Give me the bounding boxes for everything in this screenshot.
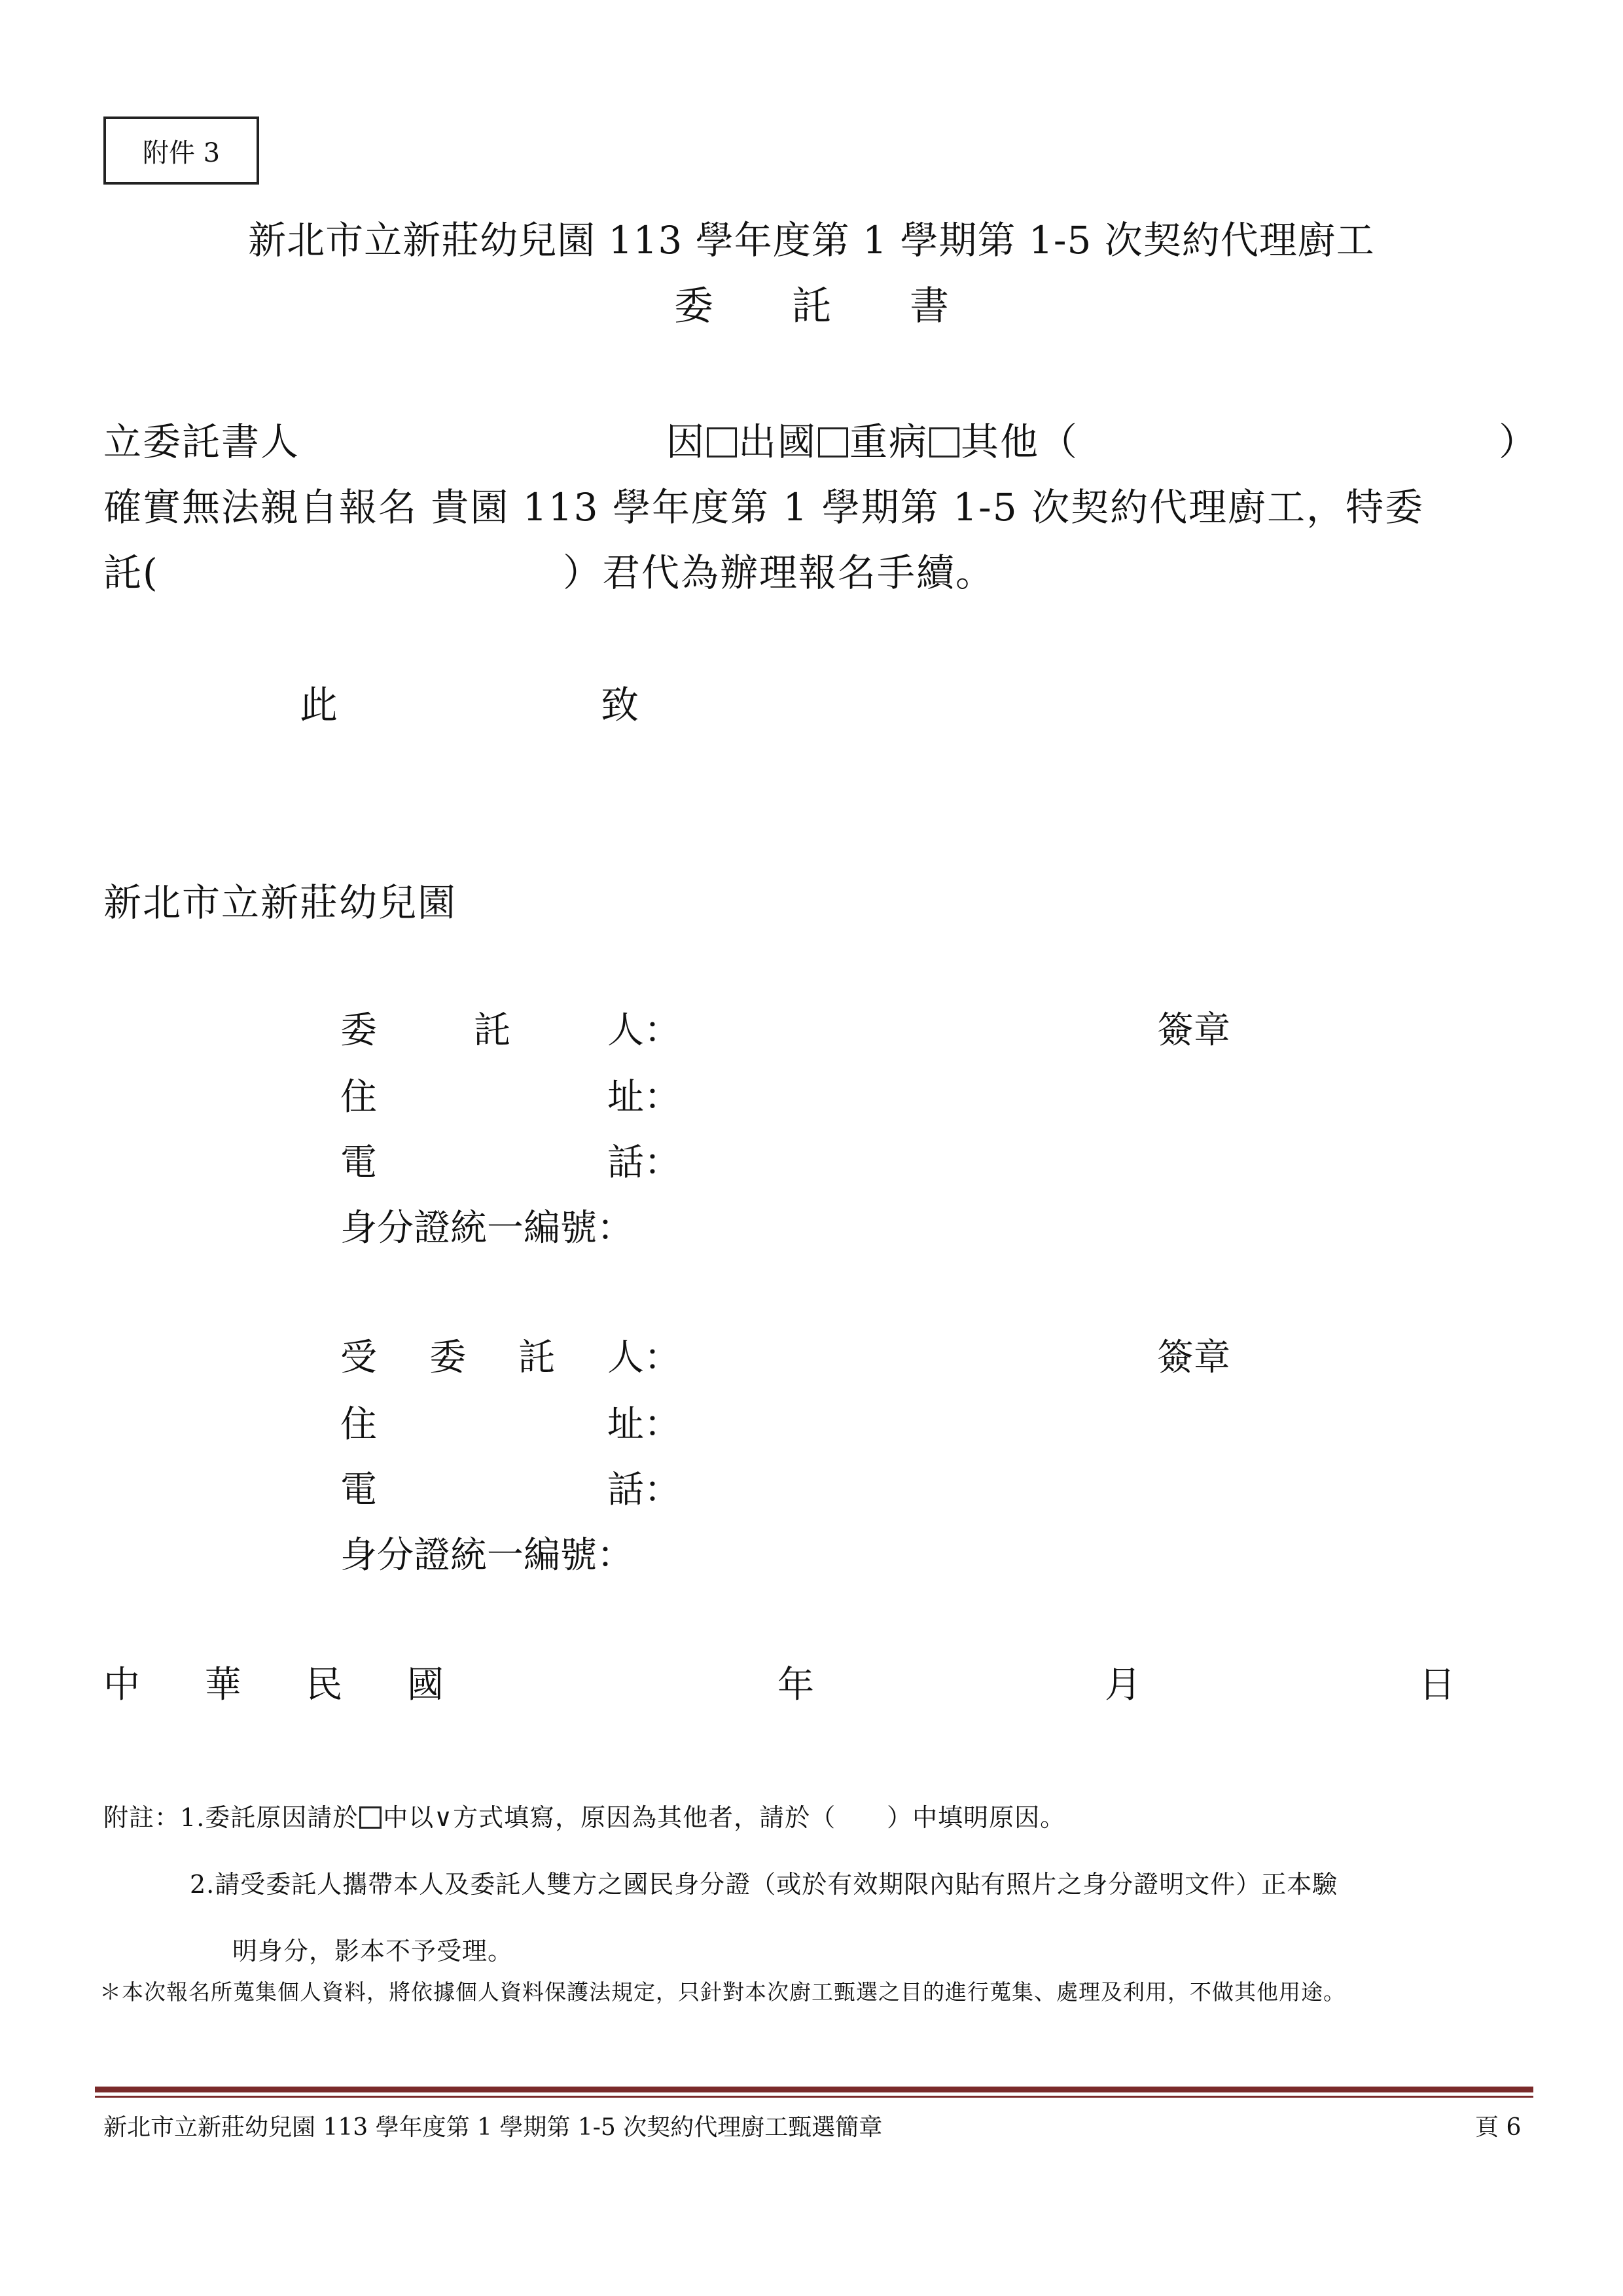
paragraph-line-3-end: ）君代為辦理報名手續。: [563, 550, 995, 595]
note-1: [103, 1797, 1065, 1833]
note-prefix: 附註：: [103, 1803, 181, 1832]
recipient: 新北市立新莊幼兒園: [103, 880, 457, 925]
principal-signature-label: 簽章: [1157, 1009, 1230, 1052]
agent-name-open: 託(: [103, 550, 159, 595]
subtitle-char: 託: [792, 283, 831, 329]
option-abroad-label: 出國: [738, 420, 817, 464]
footer-text: 新北市立新莊幼兒園 113 學年度第 1 學期第 1-5 次契約代理廚工甄選簡章: [103, 2114, 883, 2141]
paragraph-line-2: 確實無法親自報名 貴園 113 學年度第 1 學期第 1-5 次契約代理廚工，特委: [103, 485, 1425, 529]
option-illness-label: 重病: [849, 420, 929, 464]
salutation-ci: 此: [300, 683, 340, 727]
privacy-notice: ＊本次報名所蒐集個人資料，將依據個人資料保護法規定，只針對本次廚工甄選之目的進行蒐集、處理及利用，不做其他用途。: [99, 1979, 1346, 2005]
note-1-start: 1.委託原因請於: [180, 1803, 359, 1832]
note-2-line-2: 明身分，影本不予受理。: [232, 1937, 514, 1965]
date-day: 日: [1419, 1664, 1455, 1706]
note-1-end: 中以∨方式填寫，原因為其他者，請於（ ）中填明原因。: [383, 1803, 1066, 1832]
date-month: 月: [1105, 1664, 1141, 1706]
other-close-paren: ）: [1499, 420, 1539, 464]
note-2-line-1: 2.請受委託人攜帶本人及委託人雙方之國民身分證（或於有效期限內貼有照片之身分證明文件）正本驗: [190, 1870, 1338, 1899]
reason-options: [666, 411, 1079, 466]
salutation-zhi: 致: [601, 683, 641, 727]
date-year: 年: [777, 1664, 814, 1706]
agent-name-label: 受 委 託 人：: [340, 1336, 681, 1379]
attachment-label-text: 附件 3: [142, 137, 221, 168]
note-checkbox-icon: [359, 1806, 382, 1829]
agent-phone-label: 電 話：: [340, 1469, 681, 1511]
agent-signature-label: 簽章: [1157, 1336, 1230, 1379]
date-era: 中 華 民 國: [103, 1664, 444, 1706]
principal-name-label: 委 託 人：: [340, 1009, 681, 1052]
document-title: 新北市立新莊幼兒園 113 學年度第 1 學期第 1-5 次契約代理廚工: [248, 218, 1375, 262]
principal-phone-label: 電 話：: [340, 1141, 681, 1184]
principal-address-label: 住 址：: [340, 1076, 681, 1119]
footer-divider: [95, 2087, 1533, 2092]
because-text: 因: [666, 420, 706, 464]
checkbox-abroad[interactable]: [707, 427, 737, 457]
option-other-label: 其他（: [961, 420, 1079, 464]
principal-lead: 立委託書人: [103, 420, 300, 464]
principal-id-label: 身分證統一編號：: [340, 1207, 633, 1249]
checkbox-illness[interactable]: [818, 427, 848, 457]
agent-id-label: 身分證統一編號：: [340, 1534, 633, 1577]
agent-address-label: 住 址：: [340, 1403, 681, 1446]
footer-divider-thin: [95, 2096, 1533, 2098]
attachment-label: [103, 117, 259, 185]
subtitle-char: 委: [674, 283, 713, 329]
page-number: 頁 6: [1475, 2114, 1522, 2141]
subtitle-char: 書: [910, 283, 949, 329]
document-subtitle: [0, 275, 1623, 331]
checkbox-other[interactable]: [929, 427, 959, 457]
